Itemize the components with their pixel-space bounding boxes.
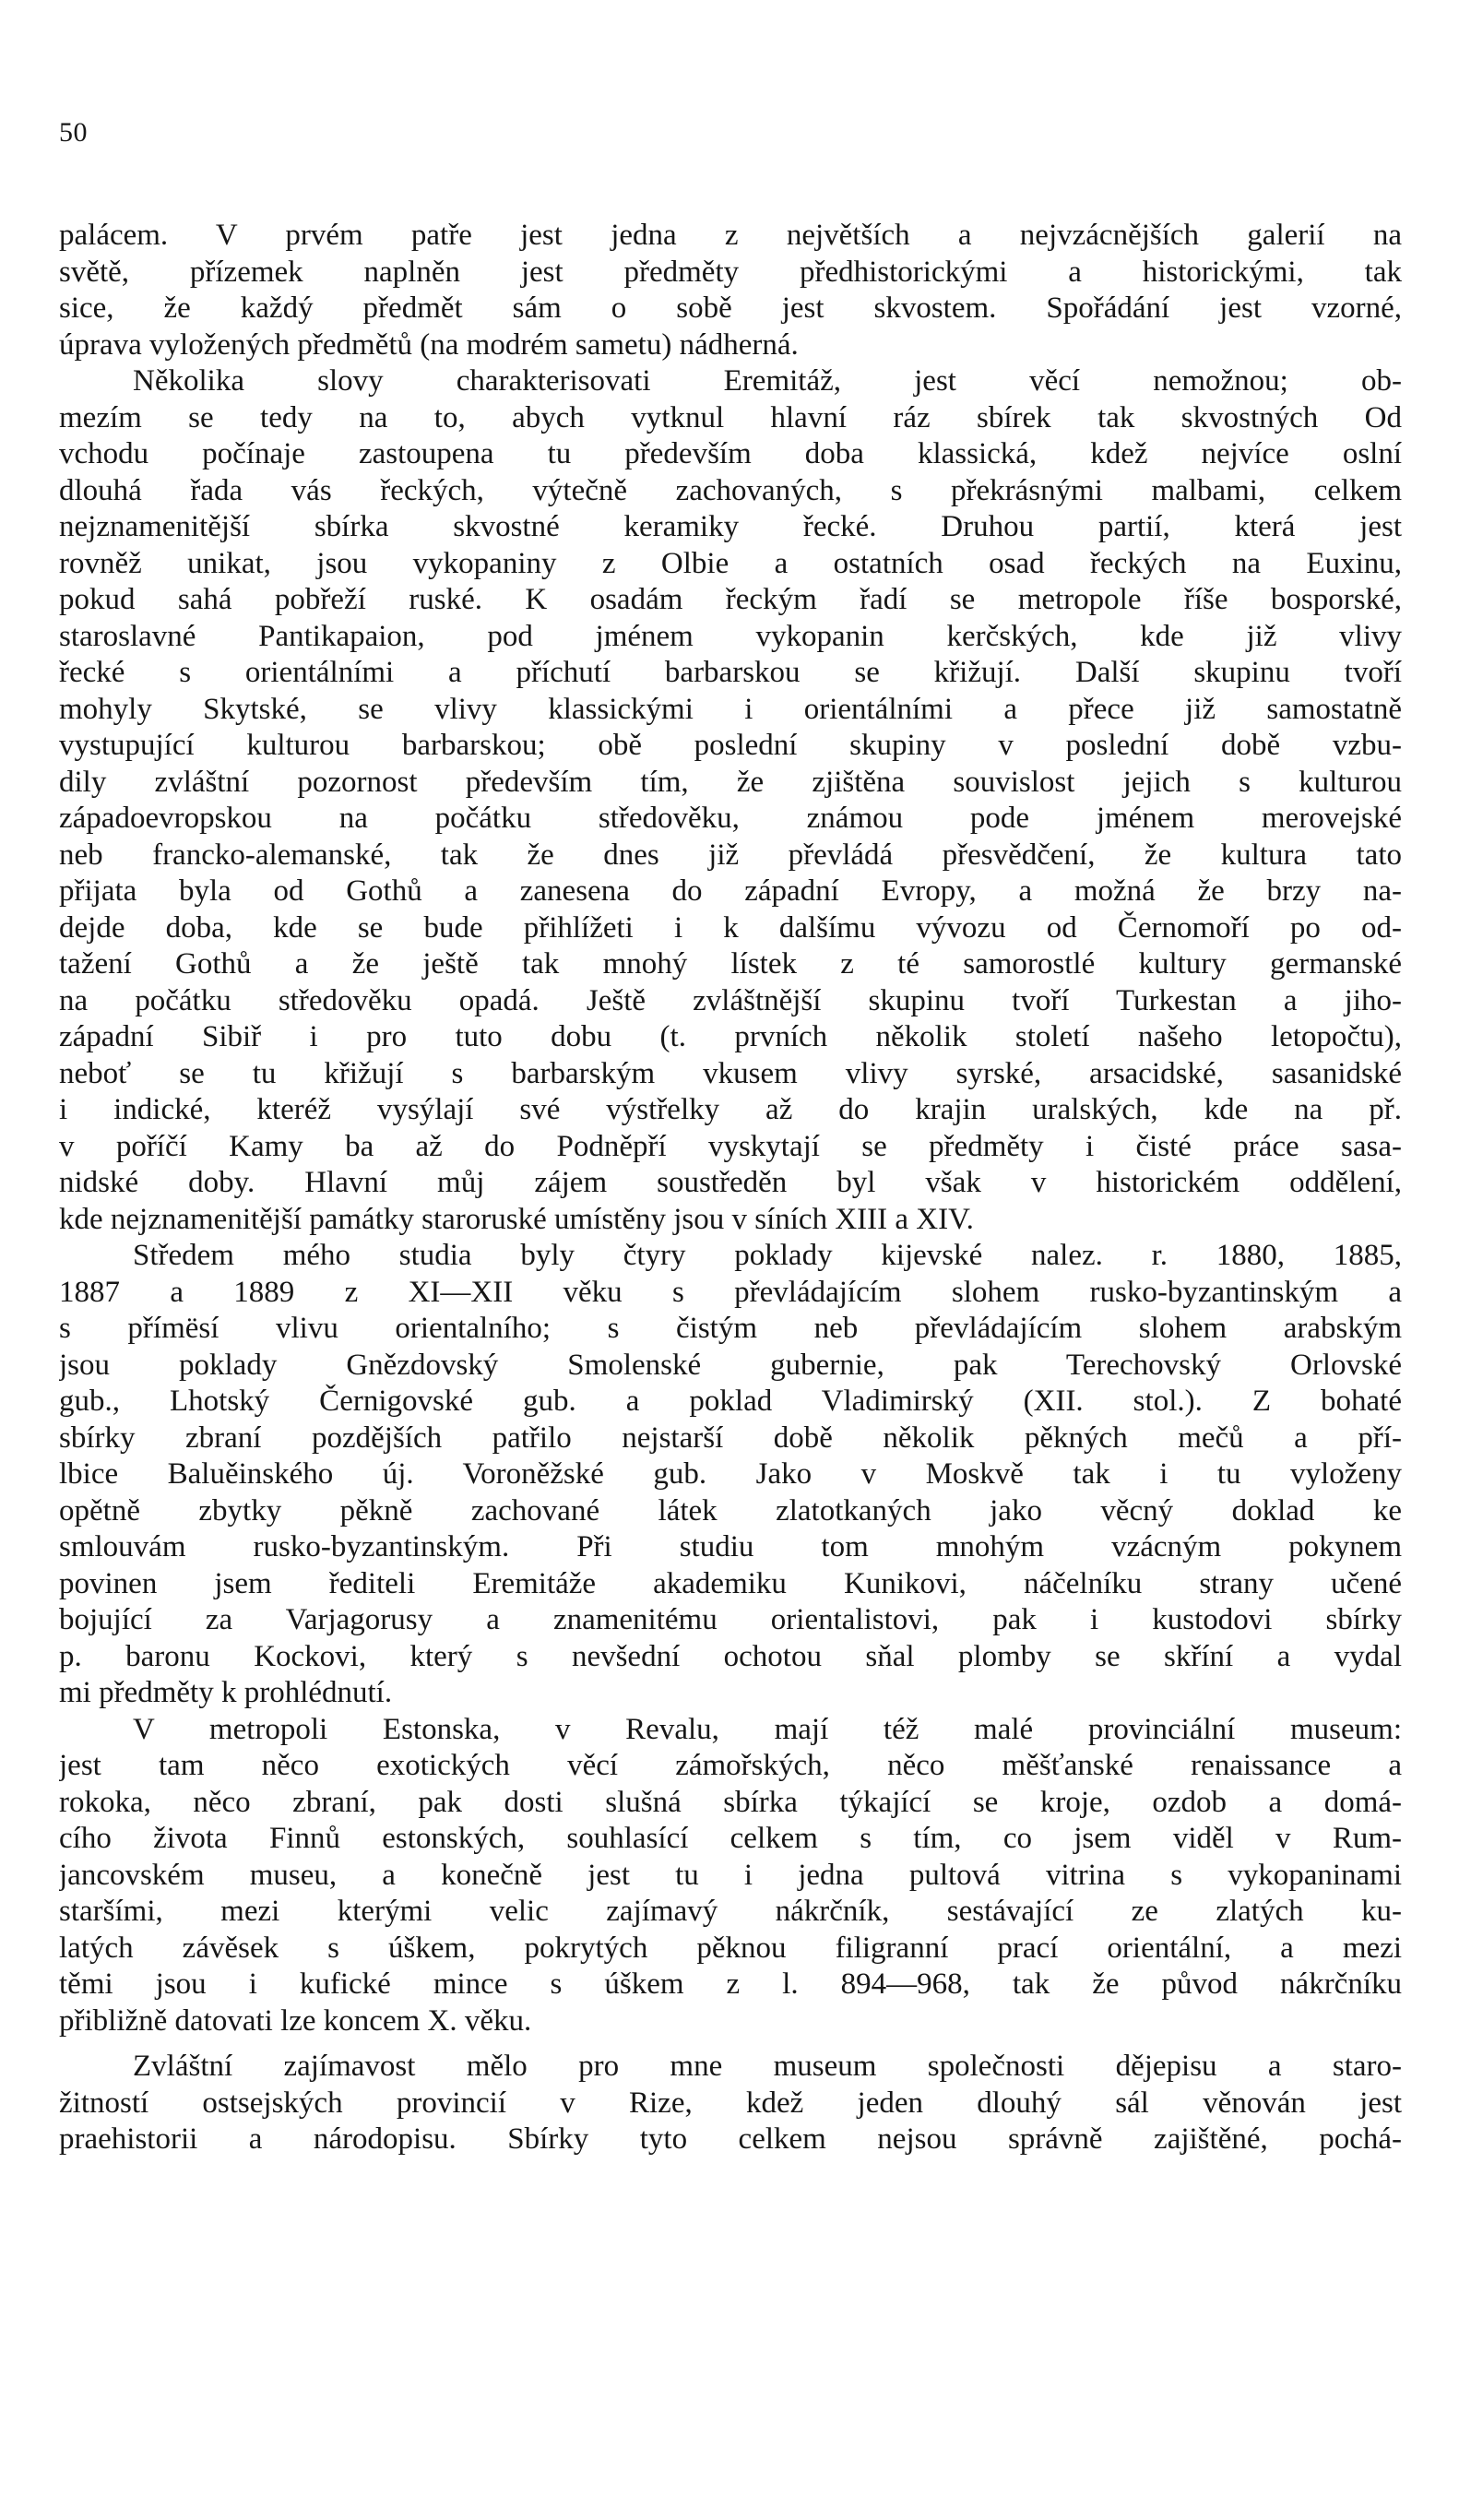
- text-line: dlouhá řada vás řeckých, výtečně zachovaných, s překrásnými malbami, celkem: [59, 473, 1402, 507]
- text-line: nejznamenitější sbírka skvostné keramiky řecké. Druhou partií, která jest: [59, 510, 1402, 543]
- text-line: přijata byla od Gothů a zanesena do západní Evropy, a možná že brzy na-: [59, 874, 1402, 908]
- text-line: neb francko-alemanské, tak že dnes již převládá přesvědčení, že kultura tato: [59, 838, 1402, 872]
- text-line: rovněž unikat, jsou vykopaniny z Olbie a ostatních osad řeckých na Euxinu,: [59, 546, 1402, 580]
- text-line: opětně zbytky pěkně zachované látek zlatotkaných jako věcný doklad ke: [59, 1493, 1402, 1527]
- text-line: mi předměty k prohlédnutí.: [59, 1676, 393, 1709]
- paragraph-2: [59, 363, 1402, 1238]
- text-line: jancovském museu, a konečně jest tu i jedna pultová vitrina s vykopaninami: [59, 1858, 1402, 1892]
- text-line: pokud sahá pobřeží ruské. K osadám řeckým řadí se metropole říše bosporské,: [59, 583, 1402, 616]
- text-line: řecké s orientálními a příchutí barbarskou se křižují. Další skupinu tvoří: [59, 656, 1402, 689]
- text-line: Zvláštní zajímavost mělo pro mne museum společnosti dějepisu a staro-: [133, 2050, 1402, 2083]
- text-line: staršími, mezi kterými velic zajímavý nákrčník, sestávající ze zlatých ku-: [59, 1895, 1402, 1928]
- text-line: jsou poklady Gnězdovský Smolenské gubernie, pak Terechovský Orlovské: [59, 1348, 1402, 1382]
- paragraph-5: [59, 2049, 1402, 2158]
- paragraph-1: [59, 218, 1402, 363]
- text-line: vchodu počínaje zastoupena tu především doba klassická, kdež nejvíce oslní: [59, 437, 1402, 470]
- text-line: latých závěsek s úškem, pokrytých pěknou filigranní prací orientální, a mezi: [59, 1931, 1402, 1965]
- text-line: praehistorii a národopisu. Sbírky tyto celkem nejsou správně zajištěné, pochá-: [59, 2122, 1402, 2156]
- text-line: nidské doby. Hlavní můj zájem soustředěn byl však v historickém oddělení,: [59, 1166, 1402, 1199]
- text-line: žitností ostsejských provincií v Rize, kdež jeden dlouhý sál věnován jest: [59, 2086, 1402, 2120]
- text-line: západní Sibiř i pro tuto dobu (t. prvních několik století našeho letopočtu),: [59, 1020, 1402, 1053]
- text-line: Středem mého studia byly čtyry poklady kijevské nalez. r. 1880, 1885,: [133, 1239, 1402, 1272]
- text-line: jest tam něco exotických věcí zámořských, něco měšťanské renaissance a: [59, 1749, 1402, 1782]
- text-line: 1887 a 1889 z XI—XII věku s převládajícím slohem rusko-byzantinským a: [59, 1275, 1402, 1309]
- text-line: palácem. V prvém patře jest jedna z největších a nejvzácnějších galerií na: [59, 219, 1402, 252]
- text-line: dejde doba, kde se bude přihlížeti i k dalšímu vývozu od Černomoří po od-: [59, 910, 1402, 945]
- text-line: mohyly Skytské, se vlivy klassickými i orientálními a přece již samostatně: [59, 692, 1402, 726]
- text-line: tažení Gothů a že ještě tak mnohý lístek z té samorostlé kultury germanské: [59, 947, 1402, 981]
- body-text: [59, 218, 1402, 2158]
- text-line: v poříčí Kamy ba až do Podněpří vyskytají se předměty i čisté práce sasa-: [59, 1129, 1402, 1163]
- text-line: lbice Baluěinského új. Voroněžské gub. Jako v Moskvě tak i tu vyloženy: [59, 1457, 1402, 1491]
- text-line: západoevropskou na počátku středověku, známou pode jménem merovejské: [59, 802, 1402, 835]
- paragraph-4: [59, 1712, 1402, 2040]
- text-line: mezím se tedy na to, abych vytknul hlavní ráz sbírek tak skvostných Od: [59, 400, 1402, 434]
- page-number: 50: [59, 117, 88, 148]
- text-line: těmi jsou i kufické mince s úškem z l. 894—968, tak že původ nákrčníku: [59, 1967, 1402, 2001]
- text-line: sice, že každý předmět sám o sobě jest skvostem. Spořádání jest vzorné,: [59, 291, 1402, 325]
- text-line: povinen jsem řediteli Eremitáže akademiku Kunikovi, náčelníku strany učené: [59, 1566, 1402, 1600]
- text-line: gub., Lhotský Černigovské gub. a poklad Vladimirský (XII. stol.). Z bohaté: [59, 1385, 1402, 1418]
- text-line: V metropoli Estonska, v Revalu, mají též malé provinciální museum:: [133, 1712, 1402, 1746]
- text-line: Několika slovy charakterisovati Eremitáž, jest věcí nemožnou; ob-: [133, 364, 1402, 398]
- text-line: přibližně datovati lze koncem X. věku.: [59, 2003, 532, 2038]
- text-line: kde nejznamenitější památky staroruské umístěny jsou v síních XIII a XIV.: [59, 1202, 974, 1236]
- text-line: p. baronu Kockovi, který s nevšední ochotou sňal plomby se skříní a vydal: [59, 1639, 1402, 1673]
- text-line: rokoka, něco zbraní, pak dosti slušná sbírka týkající se kroje, ozdob a domá-: [59, 1785, 1402, 1819]
- text-line: úprava vyložených předmětů (na modrém sametu) nádherná.: [59, 327, 799, 362]
- text-line: sbírky zbraní pozdějších patřilo nejstarší době několik pěkných mečů a pří-: [59, 1420, 1402, 1455]
- text-line: staroslavné Pantikapaion, pod jménem vykopanin kerčských, kde již vlivy: [59, 619, 1402, 653]
- text-line: i indické, kteréž vysýlají své výstřelky až do krajin uralských, kde na př.: [59, 1093, 1402, 1126]
- text-line: na počátku středověku opadá. Ještě zvláštnější skupinu tvoří Turkestan a jiho-: [59, 983, 1402, 1017]
- text-line: dily zvláštní pozornost především tím, že zjištěna souvislost jejich s kulturou: [59, 765, 1402, 799]
- text-line: světě, přízemek naplněn jest předměty předhistorickými a historickými, tak: [59, 255, 1402, 289]
- text-line: s přímësí vlivu orientalního; s čistým neb převládajícím slohem arabským: [59, 1312, 1402, 1345]
- text-line: bojující za Varjagorusy a znamenitému orientalistovi, pak i kustodovi sbírky: [59, 1603, 1402, 1636]
- text-line: cího života Finnů estonských, souhlasící celkem s tím, co jsem viděl v Rum-: [59, 1822, 1402, 1855]
- text-line: smlouvám rusko-byzantinským. Při studiu tom mnohým vzácným pokynem: [59, 1530, 1402, 1563]
- text-line: vystupující kulturou barbarskou; obě poslední skupiny v poslední době vzbu-: [59, 729, 1402, 762]
- paragraph-3: [59, 1238, 1402, 1712]
- text-line: neboť se tu křižují s barbarským vkusem vlivy syrské, arsacidské, sasanidské: [59, 1056, 1402, 1090]
